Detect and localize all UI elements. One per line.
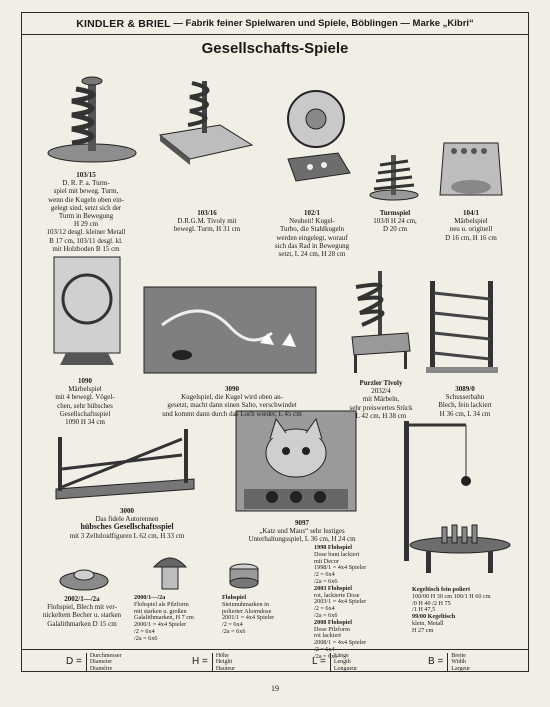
dimension-legend bbox=[22, 649, 528, 671]
kugelspiel-illustration bbox=[142, 285, 318, 381]
product-2000-caption: 2000/1—/2a Flohspiel als Pilzform mit starken u. großen Galalithmarken, H 7 cm 2000/1 = 4x4 Spieler /2 = 6x4 /2a = 6x6 bbox=[134, 594, 194, 642]
product-9097-caption: 9097 „Katz und Maus“ sehr lustiges Unterhaltungsspiel, L 36 cm, H 24 cm bbox=[248, 519, 356, 544]
page-title: Gesellschafts-Spiele bbox=[201, 40, 349, 57]
tivoly-illustration bbox=[150, 65, 260, 175]
product-104-1-caption: 104/1 Märbelspiel neu u. originell D 16 cm, H 16 cm bbox=[445, 209, 497, 242]
schusserbahn-illustration bbox=[424, 277, 500, 377]
product-103-15-caption: 103/15 D. R. P. a. Turm- spiel mit beweg. Turm, wenn die Kugeln oben ein- gelegt sind, setzt sich der Turm in Bewegung H 29 cm 103/12 desgl. kleiner Metall B 17 cm, 103/11 desgl. kl. mit Holzboden B 15 cm bbox=[46, 171, 126, 253]
kugel-turbo-illustration bbox=[278, 87, 354, 187]
flohspiel-2001-caption: Flohspiel Steinnuhmarken in polierter Ahorndose 2001/1 = 4x4 Spieler /2 = 6x4 /2a = 6x6 bbox=[222, 594, 275, 635]
legend-d: D = Durchmesser Diameter Diamètre bbox=[66, 653, 122, 672]
legend-l: L = Länge Length Longueur bbox=[312, 653, 358, 672]
flohspiel-1998-2008-caption: 1998 Flohspiel Dose bunt lackiert mit Decor 1998/1 = 4x4 Spieler /2 = 6x4 /2a = 6x6 2003 Flohspiel rot, lackierte Dose 2003/1 = 4x4 Spieler /2 = 6x4 /2a = 6x6 2008 Flohspiel Dose Pilzform rot lackiert 2008/1 = 4x4 Spieler /2 = 6x4 /2a = 6x6 bbox=[314, 544, 367, 660]
legend-h: H = Höhe Height Hauteur bbox=[192, 653, 236, 672]
product-2032-4-caption: Purzler Tivoly 2032/4 mit Märbeln, sehr preiswertes Stück L 42 cm, H 38 cm bbox=[349, 379, 413, 420]
autorennen-illustration bbox=[52, 417, 198, 501]
product-3089-0-caption: 3089/0 Schusserbahn Blech, fein lackiert H 36 cm, L 34 cm bbox=[438, 385, 492, 418]
turmspiel-illustration bbox=[366, 153, 422, 201]
kegeltisch-caption: Kegeltisch fein poliert 100/00 H 30 cm 100/1 H 60 cm /0 H 40 /2 H 75 /1 H 47,5 99/00 Kegeltisch klein, Metall H 27 cm bbox=[412, 586, 491, 634]
katz-und-maus-illustration bbox=[234, 409, 358, 513]
page-header bbox=[22, 13, 528, 35]
flohspiel-becher-illustration bbox=[58, 561, 110, 593]
purzler-tivoly-illustration bbox=[348, 269, 412, 377]
product-102-1-caption: 102/1 Neuheit! Kugel- Turbo, die Stahlkugeln werden eingelegt, worauf sich das Rad in Bewegung setzt, L 24 cm, H 28 cm bbox=[274, 209, 350, 259]
legend-b: B = Breite Width Largeur bbox=[428, 653, 471, 672]
page-number: 19 bbox=[271, 684, 279, 693]
company-name: KINDLER & BRIEL bbox=[76, 17, 171, 30]
product-3000-caption: 3000 Das fidele Autorennen hübsches Gesellschaftsspiel mit 3 Zelluloidfiguren L 62 cm, H 33 cm bbox=[69, 507, 185, 540]
turmspiel-caption: Turmspiel 103/8 H 24 cm, D 20 cm bbox=[373, 209, 417, 234]
company-description: — Fabrik feiner Spielwaren und Spiele, Böblingen — Marke „Kibri“ bbox=[173, 18, 474, 29]
flohspiel-pilz-illustration bbox=[150, 549, 190, 593]
product-103-16-caption: 103/16 D.R.G.M. Tivoly mit bewegl. Turm, H 31 cm bbox=[173, 209, 241, 234]
flohspiel-dose-illustration bbox=[226, 561, 262, 591]
product-2002-caption: 2002/1—/2a Flohspiel, Blech mit ver- nickeltem Becher u. starken Galalithmarken D 15 cm bbox=[42, 595, 122, 628]
maerbelspiel-illustration bbox=[436, 133, 506, 205]
product-3090-caption: 3090 Kugelspiel, die Kugel wird oben an- gesetzt, macht dann einen Salto, verschwindet und kommt dann durch das Loch wieder, L 45 cm bbox=[162, 385, 302, 418]
product-1090-caption: 1090 Märbelspiel mit 4 bewegl. Vögel- chen, sehr hübsches Gesellschaftsspiel 1090 H 34 cm bbox=[55, 377, 115, 427]
tower-game-illustration bbox=[42, 65, 142, 165]
maerbelspiel-birds-illustration bbox=[44, 253, 130, 373]
catalog-frame bbox=[21, 12, 529, 672]
